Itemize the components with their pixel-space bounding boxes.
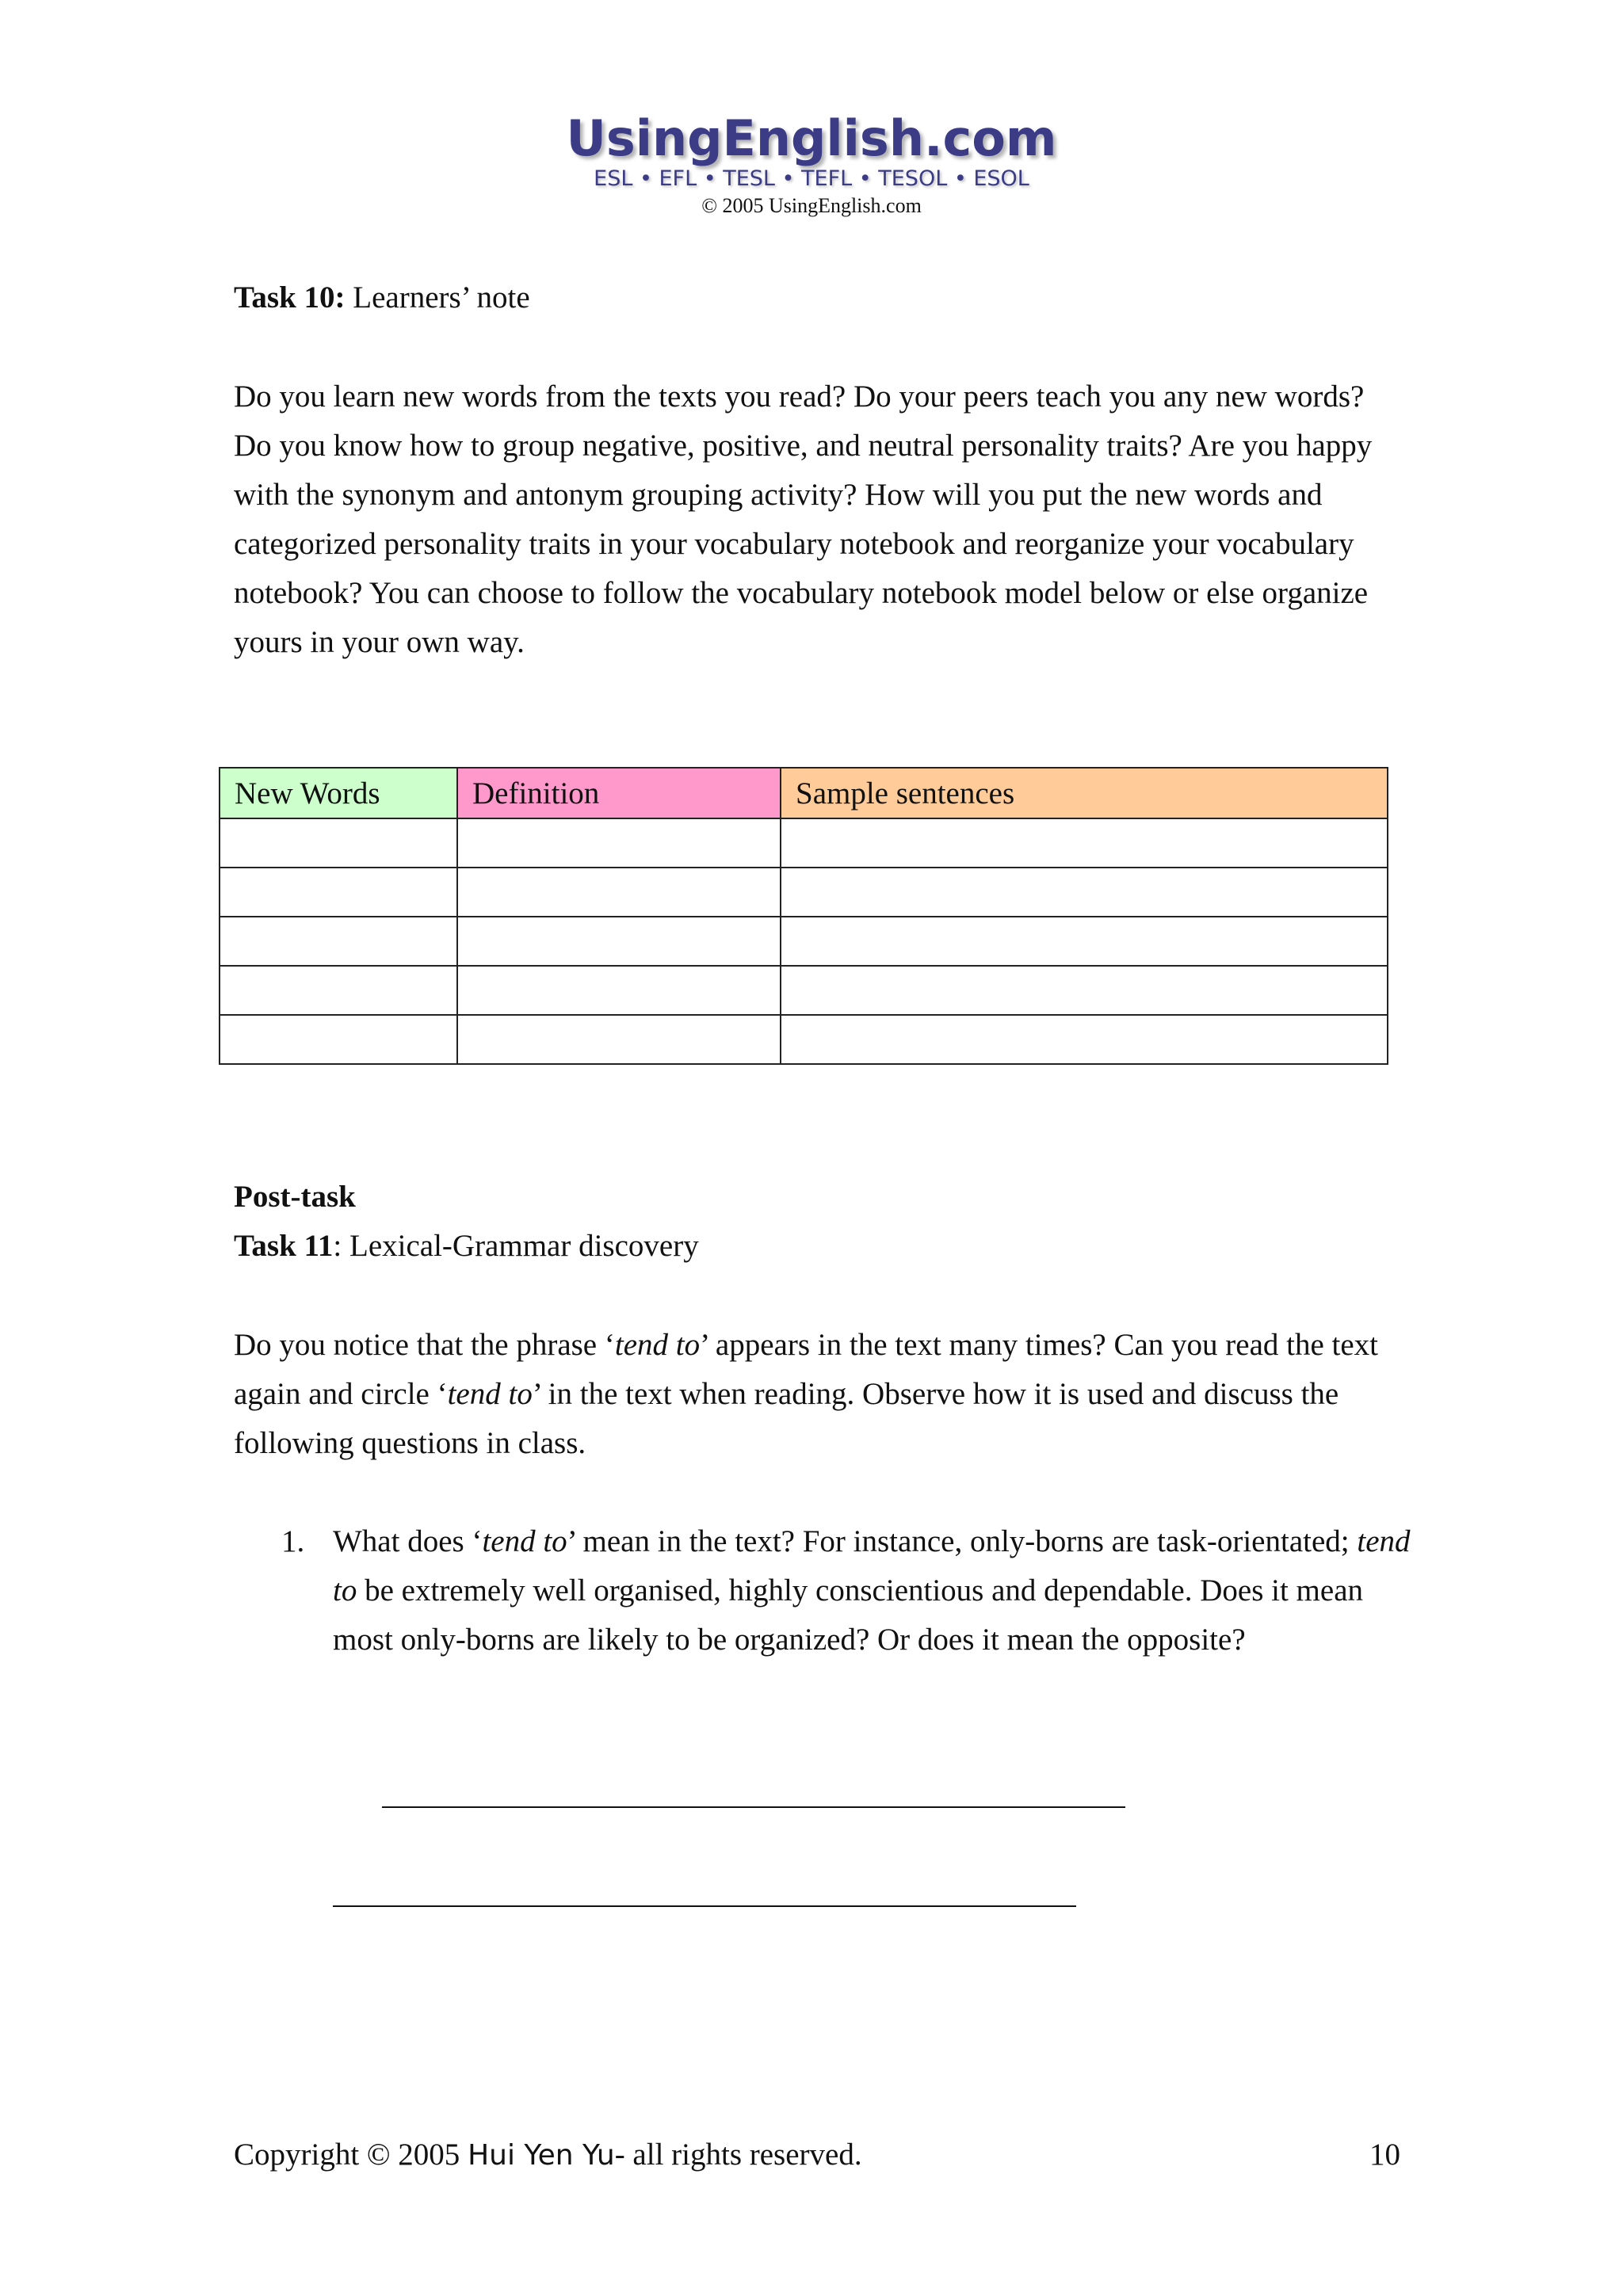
question-text-part: be extremely well organised, highly conscientious and dependable. Does it mean most only-borns are likely to be organized? Or does it mean the opposite? [333, 1573, 1364, 1657]
task11-heading [234, 1222, 1407, 1271]
task11-text: ’ appears in the text many times? Can you read the text again and circle ‘ [234, 1328, 1378, 1411]
question-number: 1. [281, 1524, 305, 1558]
footer-copyright-prefix: Copyright © 2005 [234, 2138, 468, 2172]
table-cell[interactable] [781, 1015, 1388, 1064]
task10-title: Learners’ note [345, 280, 530, 315]
table-row [220, 1015, 1388, 1064]
task11-text: Do you notice that the phrase ‘ [234, 1328, 615, 1362]
table-cell[interactable] [220, 1015, 457, 1064]
table-cell[interactable] [781, 818, 1388, 868]
table-cell[interactable] [220, 966, 457, 1015]
question-italic-phrase: tend to [333, 1524, 1411, 1608]
table-row [220, 917, 1388, 966]
table-cell[interactable] [220, 917, 457, 966]
question-text-part: What does ‘ [333, 1524, 483, 1558]
answer-line[interactable] [333, 1905, 1076, 1907]
answer-line[interactable] [382, 1806, 1125, 1808]
footer-copyright [234, 2131, 862, 2180]
footer-copyright-suffix: - all rights reserved. [614, 2138, 862, 2172]
table-cell[interactable] [781, 917, 1388, 966]
task10-heading [234, 273, 1407, 322]
task10-label: Task 10: [234, 280, 346, 315]
question-text-part: ’ mean in the text? For instance, only-borns are task-orientated; [567, 1524, 1358, 1558]
table-cell[interactable] [781, 868, 1388, 917]
task11-italic-phrase: tend to [447, 1377, 533, 1411]
posttask-heading [234, 1173, 1407, 1222]
site-logo [0, 111, 1623, 220]
logo-subtitle: ESL • EFL • TESL • TEFL • TESOL • ESOL [594, 166, 1029, 191]
table-cell[interactable] [457, 818, 781, 868]
task11-paragraph [234, 1321, 1407, 1468]
table-cell[interactable] [457, 1015, 781, 1064]
table-cell[interactable] [781, 966, 1388, 1015]
posttask-heading-text: Post-task [234, 1180, 356, 1214]
table-cell[interactable] [457, 917, 781, 966]
table-cell[interactable] [220, 818, 457, 868]
page-number: 10 [1369, 2138, 1400, 2172]
header-new-words: New Words [220, 768, 457, 818]
task11-label: Task 11 [234, 1229, 334, 1263]
question-text [333, 1517, 1411, 1665]
vocabulary-notebook-table [219, 767, 1388, 1065]
table-cell[interactable] [220, 868, 457, 917]
table-row [220, 868, 1388, 917]
task11-title: : Lexical-Grammar discovery [333, 1229, 699, 1263]
table-cell[interactable] [457, 966, 781, 1015]
table-row [220, 818, 1388, 868]
table-cell[interactable] [457, 868, 781, 917]
task11-italic-phrase: tend to [614, 1328, 701, 1362]
header-copyright: © 2005 UsingEnglish.com [701, 194, 922, 217]
table-row [220, 966, 1388, 1015]
task10-paragraph: Do you learn new words from the texts you read? Do your peers teach you any new words? Do you know how to group negative, positive, and neutral personality traits? Are you happy with the synonym and antonym grouping activity? How will you put the new words and categorized personality traits in your vocabulary notebook and reorganize your vocabulary notebook? You can choose to follow the vocabulary notebook model below or else organize yours in your own way. [234, 379, 1396, 659]
task11-text: ’ in the text when reading. Observe how it is used and discuss the following questions in class. [234, 1377, 1339, 1460]
question-italic-phrase: tend to [482, 1524, 567, 1558]
logo-main-text: UsingEnglish.com [566, 109, 1057, 167]
footer-author: Hui Yen Yu [468, 2139, 615, 2172]
table-header-row [220, 768, 1388, 818]
header-definition: Definition [457, 768, 781, 818]
header-sample-sentences: Sample sentences [781, 768, 1388, 818]
